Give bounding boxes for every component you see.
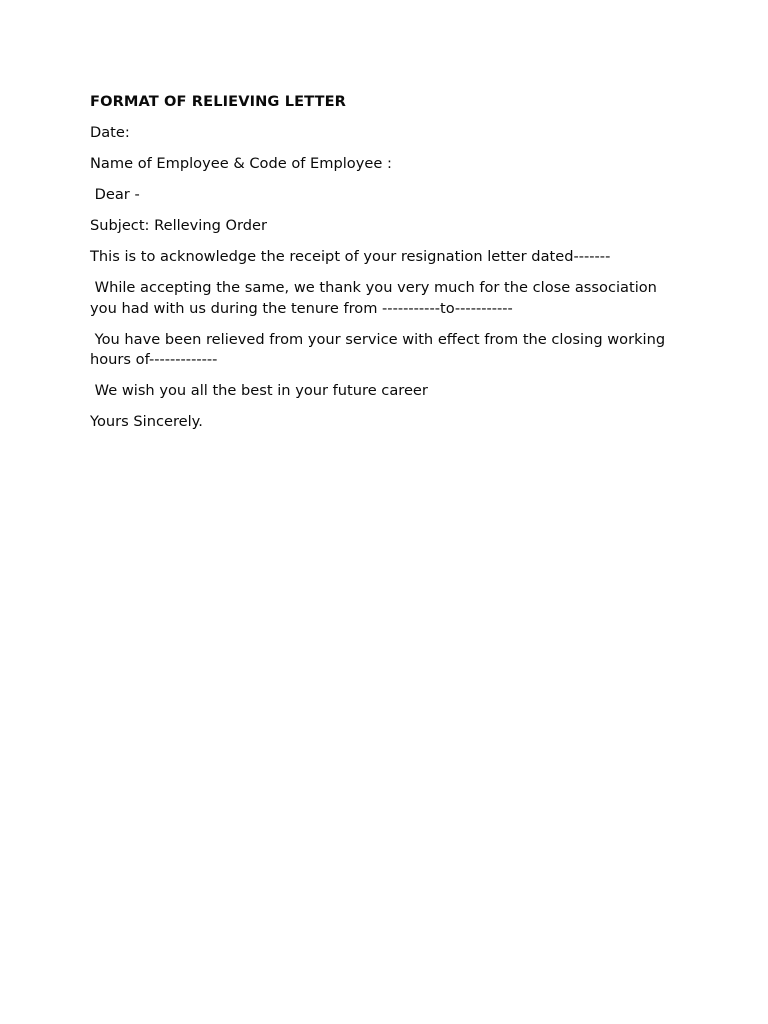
relieved-paragraph: You have been relieved from your service with effect from the closing working hours of------------- [90, 330, 670, 368]
acknowledgement-paragraph: This is to acknowledge the receipt of your resignation letter dated------- [90, 248, 611, 265]
letter-title: FORMAT OF RELIEVING LETTER [90, 93, 347, 110]
closing-line: Yours Sincerely. [90, 413, 203, 430]
date-line: Date: [90, 124, 130, 141]
employee-name-line: Name of Employee & Code of Employee : [90, 155, 392, 172]
letter-body [90, 92, 690, 443]
salutation: Dear - [90, 186, 140, 203]
thanks-paragraph: While accepting the same, we thank you very much for the close association you had with us during the tenure from -----------to----------- [90, 279, 662, 317]
subject-line: Subject: Relleving Order [90, 217, 267, 234]
wishes-paragraph: We wish you all the best in your future career [90, 382, 428, 399]
